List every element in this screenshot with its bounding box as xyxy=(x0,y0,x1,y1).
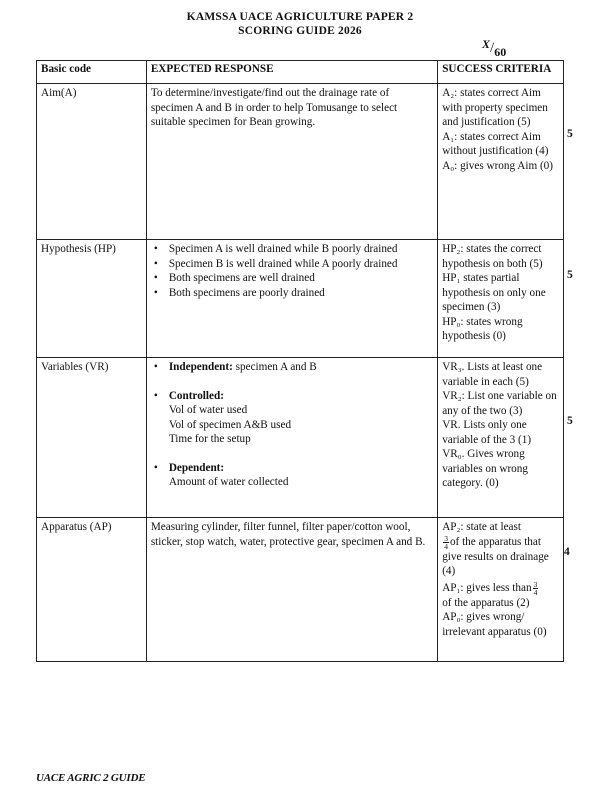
criteria-item: VR₂: List one variable on any of the two (3) xyxy=(442,390,557,417)
fraction-denominator: 4 xyxy=(444,541,448,551)
controlled-item: Vol of water used xyxy=(168,404,248,416)
table-row-aim xyxy=(37,84,564,240)
table-row-variables xyxy=(37,358,564,518)
criteria-item: HP₁ states partial hypothesis on only one specimen (3) xyxy=(442,272,546,313)
criteria-text: of the apparatus (2) xyxy=(442,596,530,609)
controlled-item: Time for the setup xyxy=(168,433,251,445)
document-header xyxy=(0,10,600,38)
response-cell: To determine/investigate/find out the drainage rate of specimen A and B in order to help Tomusange to select suitable specimen for Bean growing. xyxy=(146,84,437,240)
criteria-item: HP₀: states wrong hypothesis (0) xyxy=(442,315,523,342)
row-mark-aim: 5 xyxy=(567,128,573,140)
criteria-item: VR₀. Gives wrong variables on wrong category. (0) xyxy=(442,448,528,489)
criteria-item xyxy=(442,520,559,579)
fraction xyxy=(533,581,539,596)
criteria-item: AP₀: gives wrong/ irrelevant apparatus (0) xyxy=(442,611,547,638)
criteria-item xyxy=(442,581,559,611)
criteria-item: A₁: states correct Aim without justification (4) xyxy=(442,130,549,157)
score-numerator: X xyxy=(482,37,491,51)
list-item: • Specimen A is well drained while B poorly drained xyxy=(151,242,433,257)
column-header-expected-response: EXPECTED RESPONSE xyxy=(146,61,437,84)
code-cell: Hypothesis (HP) xyxy=(37,240,147,358)
criteria-text: of the apparatus that give results on drainage (4) xyxy=(442,535,549,577)
table-header-row xyxy=(37,61,564,84)
scoring-table xyxy=(36,60,564,662)
criteria-item: A₀: gives wrong Aim (0) xyxy=(442,159,553,172)
dependent-item: Amount of water collected xyxy=(168,476,289,488)
response-cell: Measuring cylinder, filter funnel, filter paper/cotton wool, sticker, stop watch, water, protective gear, specimen A and B. xyxy=(146,518,437,662)
list-item xyxy=(151,360,433,375)
criteria-item: A₂: states correct Aim with property specimen and justification (5) xyxy=(442,87,548,128)
response-cell xyxy=(146,358,437,518)
document-subtitle: SCORING GUIDE 2026 xyxy=(238,25,362,37)
code-cell: Aim(A) xyxy=(37,84,147,240)
table-row-apparatus xyxy=(37,518,564,662)
fraction-numerator: 3 xyxy=(444,533,448,543)
list-item: • Both specimens are well drained xyxy=(151,271,433,286)
fraction-numerator: 3 xyxy=(533,579,538,589)
controlled-label: Controlled: xyxy=(168,389,224,402)
independent-label: Independent: xyxy=(168,361,233,373)
list-item: • Specimen B is well drained while A poorly drained xyxy=(151,257,433,272)
controlled-item: Vol of specimen A&B used xyxy=(168,418,292,431)
variables-list xyxy=(151,360,433,375)
list-item xyxy=(151,389,433,404)
row-mark-variables: 5 xyxy=(567,415,573,427)
response-cell xyxy=(146,240,437,358)
criteria-text: AP₁: gives less than xyxy=(442,581,532,594)
dependent-label: Dependent: xyxy=(168,461,225,474)
criteria-cell xyxy=(438,240,564,358)
criteria-item: VR₃. Lists at least one variable in each (5) xyxy=(442,361,543,388)
fraction xyxy=(443,535,449,550)
hypothesis-list xyxy=(151,242,433,300)
footer-label: UACE AGRIC 2 GUIDE xyxy=(36,772,146,784)
row-mark-hypothesis: 5 xyxy=(567,269,573,281)
criteria-item: HP₂: states the correct hypothesis on both (5) xyxy=(442,243,543,270)
criteria-cell xyxy=(438,358,564,518)
code-cell: Variables (VR) xyxy=(37,358,147,518)
criteria-item: VR. Lists only one variable of the 3 (1) xyxy=(442,419,532,446)
variables-list-dependent xyxy=(151,461,433,476)
list-item xyxy=(151,461,433,476)
fraction-denominator: 4 xyxy=(533,587,538,597)
code-cell: Apparatus (AP) xyxy=(37,518,147,662)
score-slash: / xyxy=(490,40,495,56)
variables-list-controlled xyxy=(151,389,433,404)
criteria-cell xyxy=(438,518,564,662)
independent-value: specimen A and B xyxy=(232,361,317,373)
criteria-cell xyxy=(438,84,564,240)
criteria-text: AP₂: state at least xyxy=(442,521,521,533)
total-score xyxy=(482,37,507,59)
score-denominator: 60 xyxy=(494,45,507,59)
table-row-hypothesis xyxy=(37,240,564,358)
row-mark-apparatus: 4 xyxy=(564,546,570,558)
document-title: KAMSSA UACE AGRICULTURE PAPER 2 xyxy=(186,11,414,23)
list-item: • Both specimens are poorly drained xyxy=(151,286,433,301)
column-header-success-criteria: SUCCESS CRITERIA xyxy=(438,61,564,84)
column-header-basic-code: Basic code xyxy=(37,61,147,84)
